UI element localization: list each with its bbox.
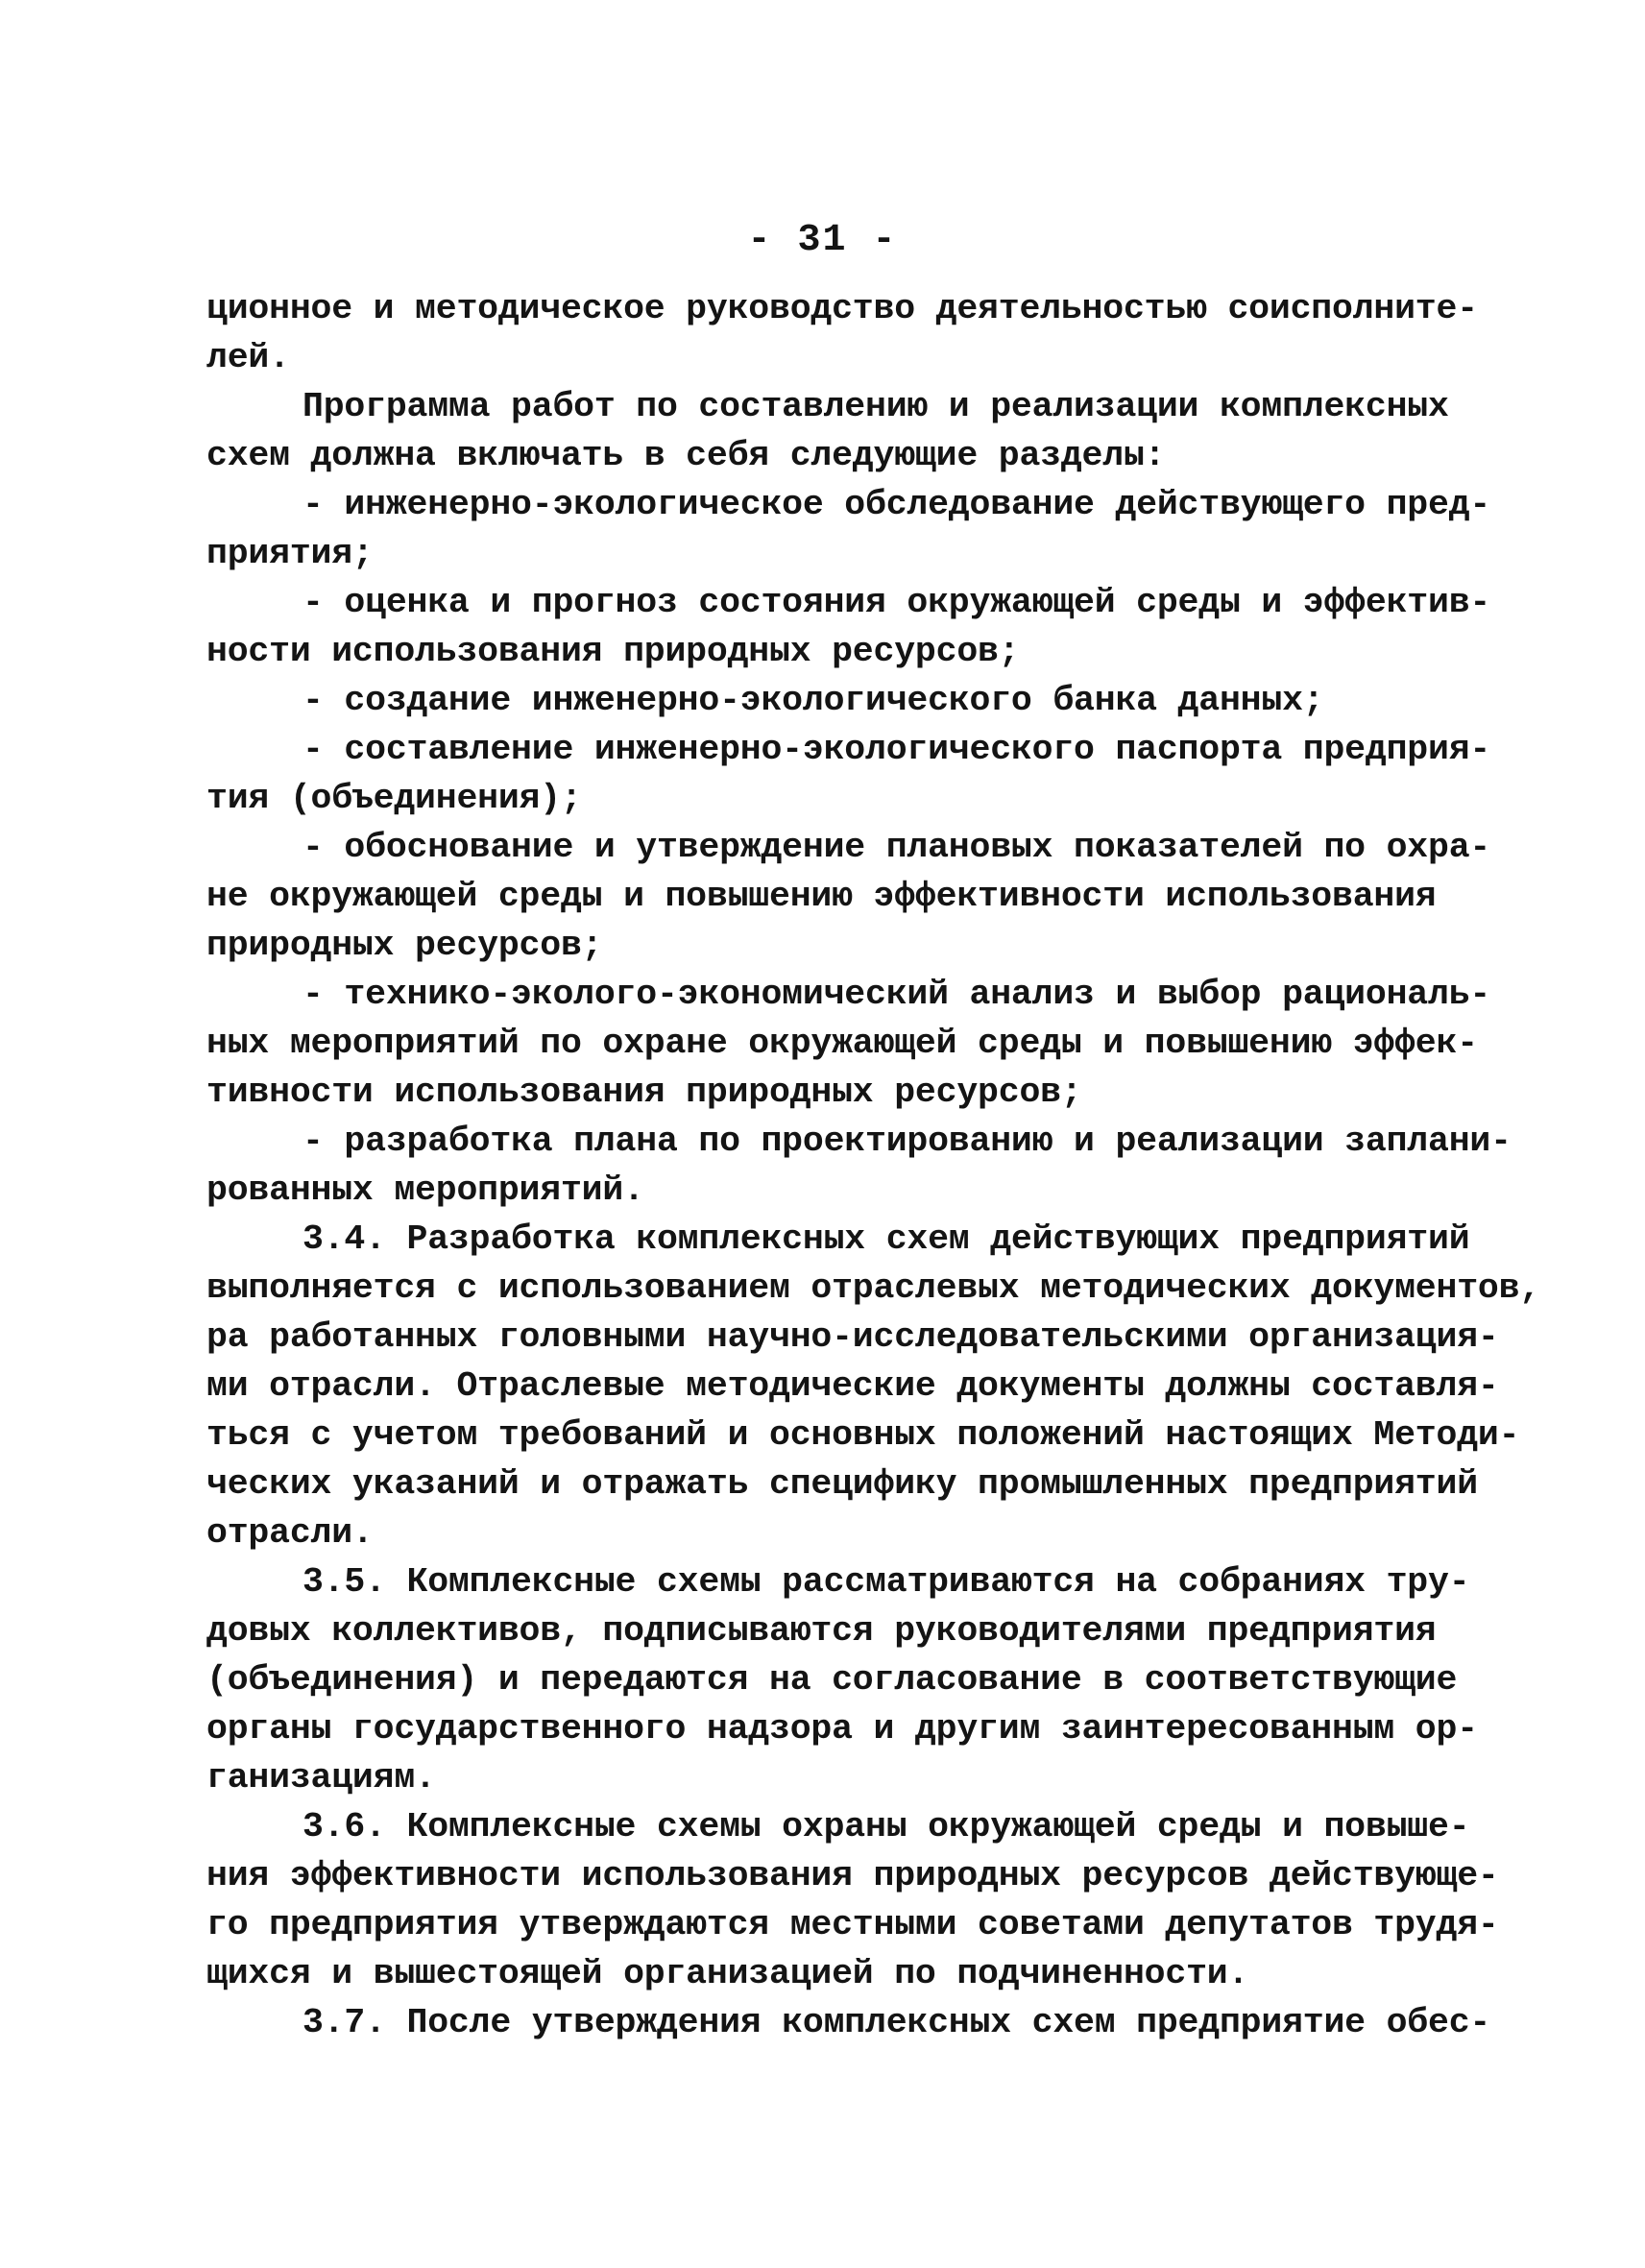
text-line: - составление инженерно-экологического паспорта предприя-: [302, 730, 1491, 769]
text-line: 3.5. Комплексные схемы рассматриваются на собраниях тру-: [302, 1562, 1470, 1602]
body-text: [206, 284, 1541, 2047]
text-line: ционное и методическое руководство деятельностью соисполните-: [206, 289, 1478, 328]
text-line: органы государственного надзора и другим заинтересованным ор-: [206, 1709, 1478, 1749]
text-line: (объединения) и передаются на согласование в соответствующие: [206, 1660, 1458, 1700]
text-line: ных мероприятий по охране окружающей среды и повышению эффек-: [206, 1024, 1478, 1063]
text-line: лей.: [206, 338, 290, 377]
text-line: ности использования природных ресурсов;: [206, 632, 1020, 671]
text-line: - разработка плана по проектированию и реализации заплани-: [302, 1122, 1512, 1161]
text-line: природных ресурсов;: [206, 926, 603, 965]
text-line: 3.7. После утверждения комплексных схем предприятие обес-: [302, 2003, 1491, 2042]
text-line: не окружающей среды и повышению эффективности использования: [206, 877, 1437, 916]
text-line: - обоснование и утверждение плановых показателей по охра-: [302, 828, 1491, 867]
text-line: схем должна включать в себя следующие разделы:: [206, 436, 1166, 475]
text-line: ра работанных головными научно-исследовательскими организация-: [206, 1317, 1499, 1357]
text-line: 3.4. Разработка комплексных схем действующих предприятий: [302, 1219, 1470, 1259]
text-line: ми отрасли. Отраслевые методические документы должны составля-: [206, 1366, 1499, 1406]
page-number: - 31 -: [747, 219, 898, 262]
text-line: довых коллективов, подписываются руководителями предприятия: [206, 1611, 1437, 1651]
text-line: выполняется с использованием отраслевых методических документов,: [206, 1268, 1541, 1308]
text-line: щихся и вышестоящей организацией по подчиненности.: [206, 1954, 1249, 1993]
text-line: ться с учетом требований и основных положений настоящих Методи-: [206, 1415, 1520, 1455]
text-line: - инженерно-экологическое обследование действующего пред-: [302, 485, 1491, 524]
text-line: ганизациям.: [206, 1758, 436, 1798]
text-line: - оценка и прогноз состояния окружающей среды и эффектив-: [302, 583, 1491, 622]
text-line: ния эффективности использования природных ресурсов действующе-: [206, 1856, 1499, 1895]
text-line: отрасли.: [206, 1513, 374, 1553]
text-line: го предприятия утверждаются местными советами депутатов трудя-: [206, 1905, 1499, 1944]
text-line: тия (объединения);: [206, 779, 582, 818]
text-line: ческих указаний и отражать специфику промышленных предприятий: [206, 1464, 1478, 1504]
text-line: рованных мероприятий.: [206, 1170, 644, 1210]
text-line: - технико-эколого-экономический анализ и выбор рациональ-: [302, 975, 1491, 1014]
text-line: Программа работ по составлению и реализации комплексных: [302, 387, 1449, 426]
text-line: тивности использования природных ресурсов;: [206, 1073, 1082, 1112]
text-line: - создание инженерно-экологического банка данных;: [302, 681, 1324, 720]
text-line: 3.6. Комплексные схемы охраны окружающей среды и повыше-: [302, 1807, 1470, 1846]
text-line: приятия;: [206, 534, 374, 573]
